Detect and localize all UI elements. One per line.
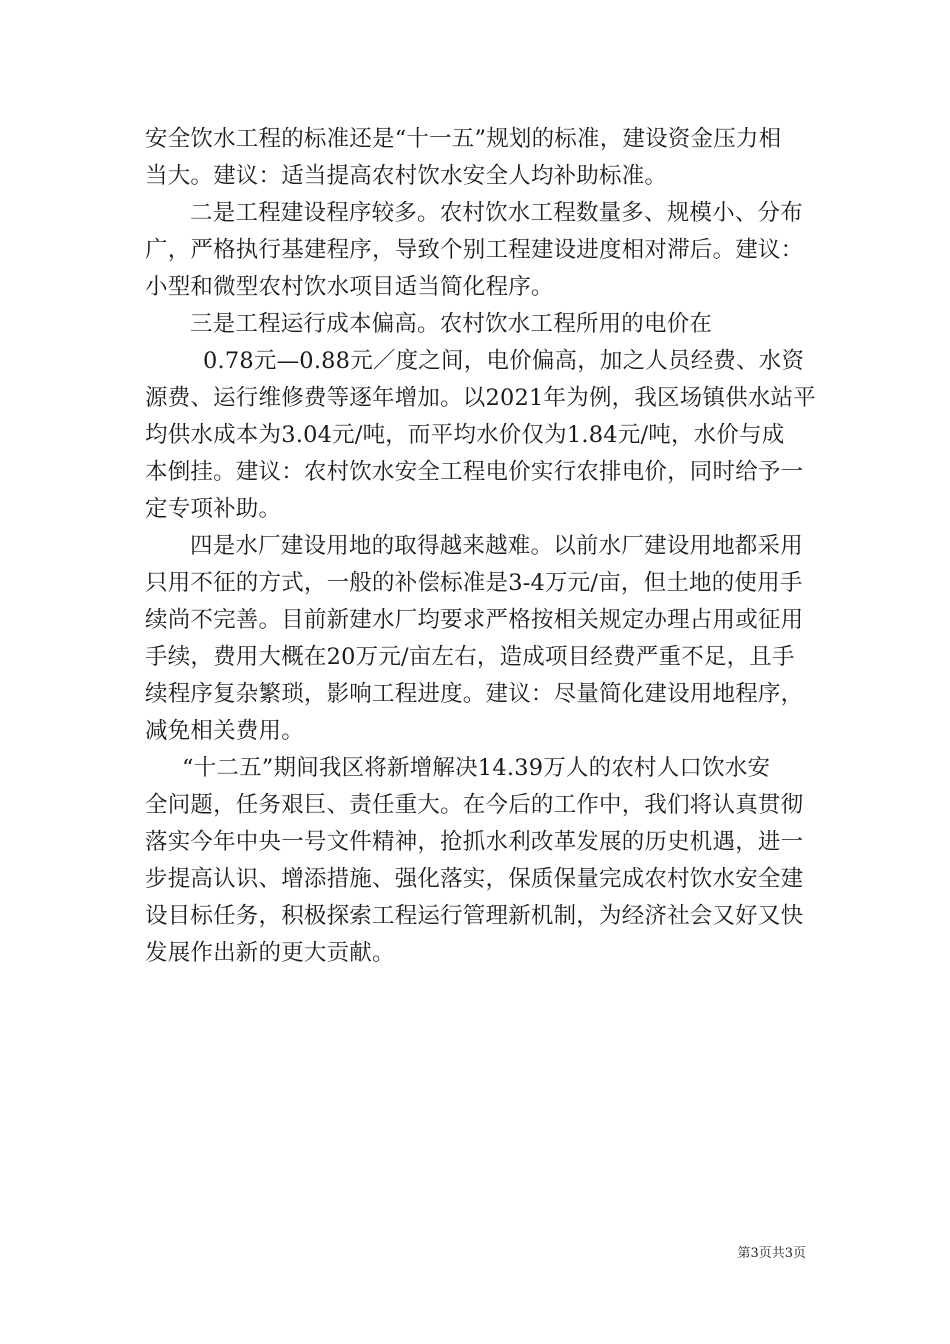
text-line: 本倒挂。建议：农村饮水安全工程电价实行农排电价，同时给予一 <box>145 459 804 485</box>
text-line: 三是工程运行成本偏高。农村饮水工程所用的电价在 <box>190 311 713 337</box>
text-line: 只用不征的方式，一般的补偿标准是3-4万元/亩，但土地的使用手 <box>145 570 803 596</box>
text-line: 续程序复杂繁琐，影响工程进度。建议：尽量简化建设用地程序， <box>145 681 804 707</box>
text-line: 小型和微型农村饮水项目适当简化程序。 <box>145 274 554 300</box>
text-line: 四是水厂建设用地的取得越来越难。以前水厂建设用地都采用 <box>190 533 803 559</box>
text-line: 续尚不完善。目前新建水厂均要求严格按相关规定办理占用或征用 <box>145 607 804 633</box>
text-line: 广，严格执行基建程序，导致个别工程建设进度相对滞后。建议： <box>145 237 804 263</box>
text-line: 设目标任务，积极探索工程运行管理新机制，为经济社会又好又快 <box>145 903 804 929</box>
text-line: 均供水成本为3.04元/吨，而平均水价仅为1.84元/吨，水价与成 <box>145 422 785 448</box>
text-line: 手续，费用大概在20万元/亩左右，造成项目经费严重不足，且手 <box>145 644 795 670</box>
text-line: 落实今年中央一号文件精神，抢抓水利改革发展的历史机遇，进一 <box>145 829 804 855</box>
page-number: 第3页共3页 <box>737 1246 806 1261</box>
text-line: 步提高认识、增添措施、强化落实，保质保量完成农村饮水安全建 <box>145 866 804 892</box>
text-line: 二是工程建设程序较多。农村饮水工程数量多、规模小、分布 <box>190 200 803 226</box>
text-line: 定专项补助。 <box>145 496 282 522</box>
text-line: 发展作出新的更大贡献。 <box>145 940 395 966</box>
text-line: 当大。建议：适当提高农村饮水安全人均补助标准。 <box>145 163 668 189</box>
text-line: 安全饮水工程的标准还是“十一五”规划的标准，建设资金压力相 <box>145 126 782 152</box>
text-line: “十二五”期间我区将新增解决14.39万人的农村人口饮水安 <box>182 755 771 781</box>
text-line: 减免相关费用。 <box>145 718 304 744</box>
text-line: 全问题，任务艰巨、责任重大。在今后的工作中，我们将认真贯彻 <box>145 792 804 818</box>
text-line: 0.78元—0.88元／度之间，电价偏高，加之人员经费、水资 <box>203 348 805 374</box>
text-line: 源费、运行维修费等逐年增加。以2021年为例，我区场镇供水站平 <box>145 385 816 411</box>
